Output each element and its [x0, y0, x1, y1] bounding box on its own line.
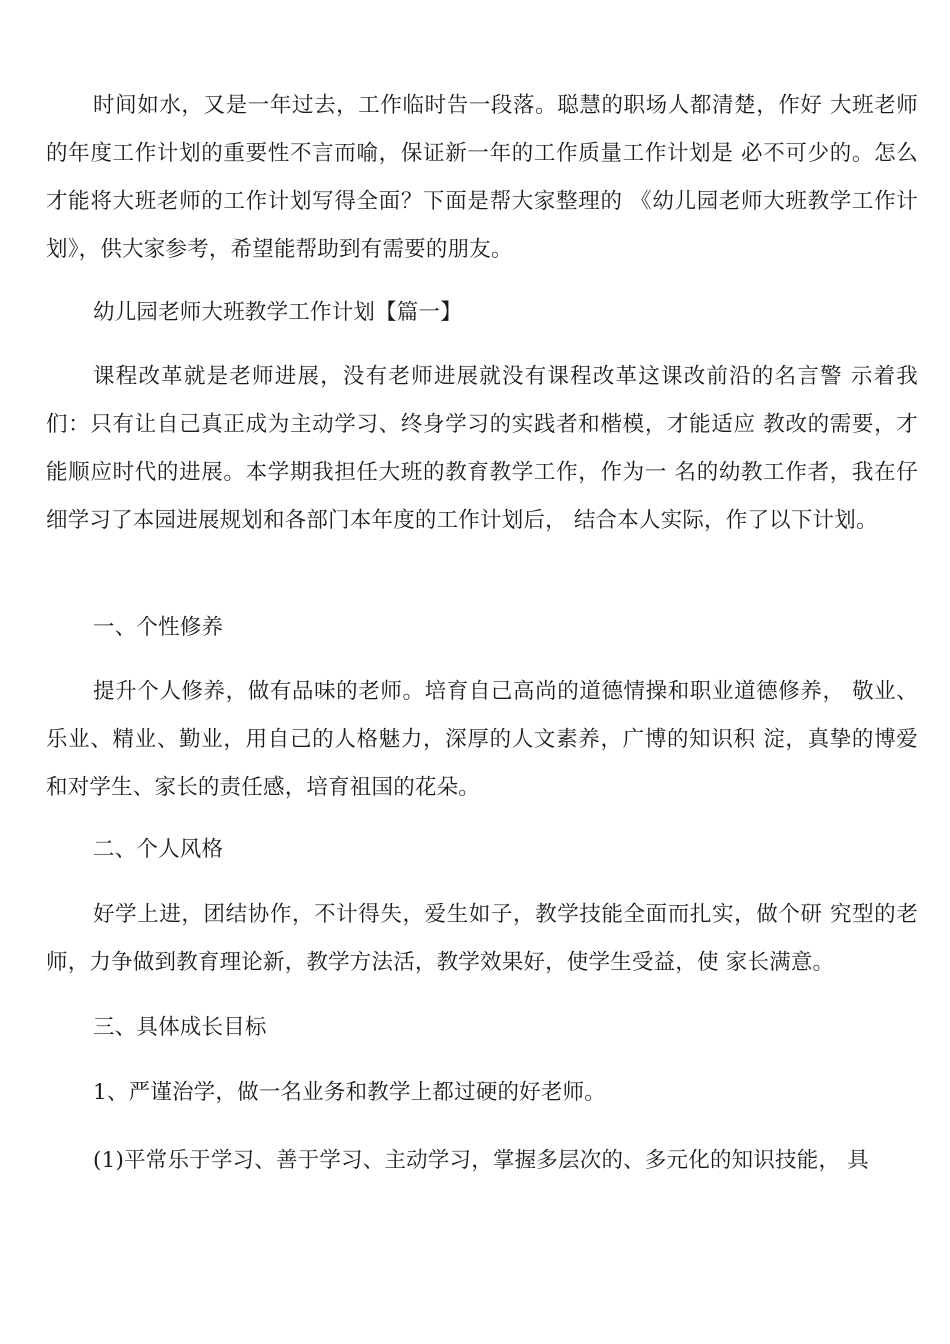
intro-paragraph: 时间如水，又是一年过去，工作临时告一段落。聪慧的职场人都清楚，作好 大班老师的年度工作计划的重要性不言而喻，保证新一年的工作质量工作计划是 必不可少的。怎么才能将大班老师的工作计划写得全面？下面是帮大家整理的 《幼儿园老师大班教学工作计划》，供大家参考，希望能帮助到有需要的朋友。 — [46, 93, 918, 262]
document-title: 幼儿园老师大班教学工作计划【篇一】 — [93, 300, 462, 325]
section-heading-personal-cultivation: 一、个性修养 — [93, 615, 224, 640]
list-subitem-1: (1)平常乐于学习、善于学习、主动学习，掌握多层次的、多元化的知识技能， 具 — [93, 1148, 869, 1173]
section-heading-growth-goals: 三、具体成长目标 — [93, 1015, 267, 1040]
list-subitem-clip — [46, 1137, 918, 1185]
section-heading-personal-style: 二、个人风格 — [93, 837, 224, 862]
section-text-personal-cultivation: 提升个人修养，做有品味的老师。培育自己高尚的道德情操和职业道德修养， 敬业、乐业、精业、勤业，用自己的人格魅力，深厚的人文素养，广博的知识积 淀，真挚的博爱和对学生、家长的责任感，培育祖国的花朵。 — [46, 679, 918, 800]
paragraph-course-reform: 课程改革就是老师进展，没有老师进展就没有课程改革这课改前沿的名言警 示着我们：只有让自己真正成为主动学习、终身学习的实践者和楷模，才能适应 教改的需要，才能顺应时代的进展。本学期我担任大班的教育教学工作，作为一 名的幼教工作者，我在仔细学习了本园进展规划和各部门本年度的工作计划后， 结合本人实际，作了以下计划。 — [46, 364, 918, 533]
list-item-goal-1: 1、严谨治学，做一名业务和教学上都过硬的好老师。 — [93, 1080, 606, 1105]
section-text-personal-style: 好学上进，团结协作，不计得失，爱生如子，教学技能全面而扎实，做个研 究型的老师，力争做到教育理论新，教学方法活，教学效果好，使学生受益，使 家长满意。 — [46, 902, 918, 975]
